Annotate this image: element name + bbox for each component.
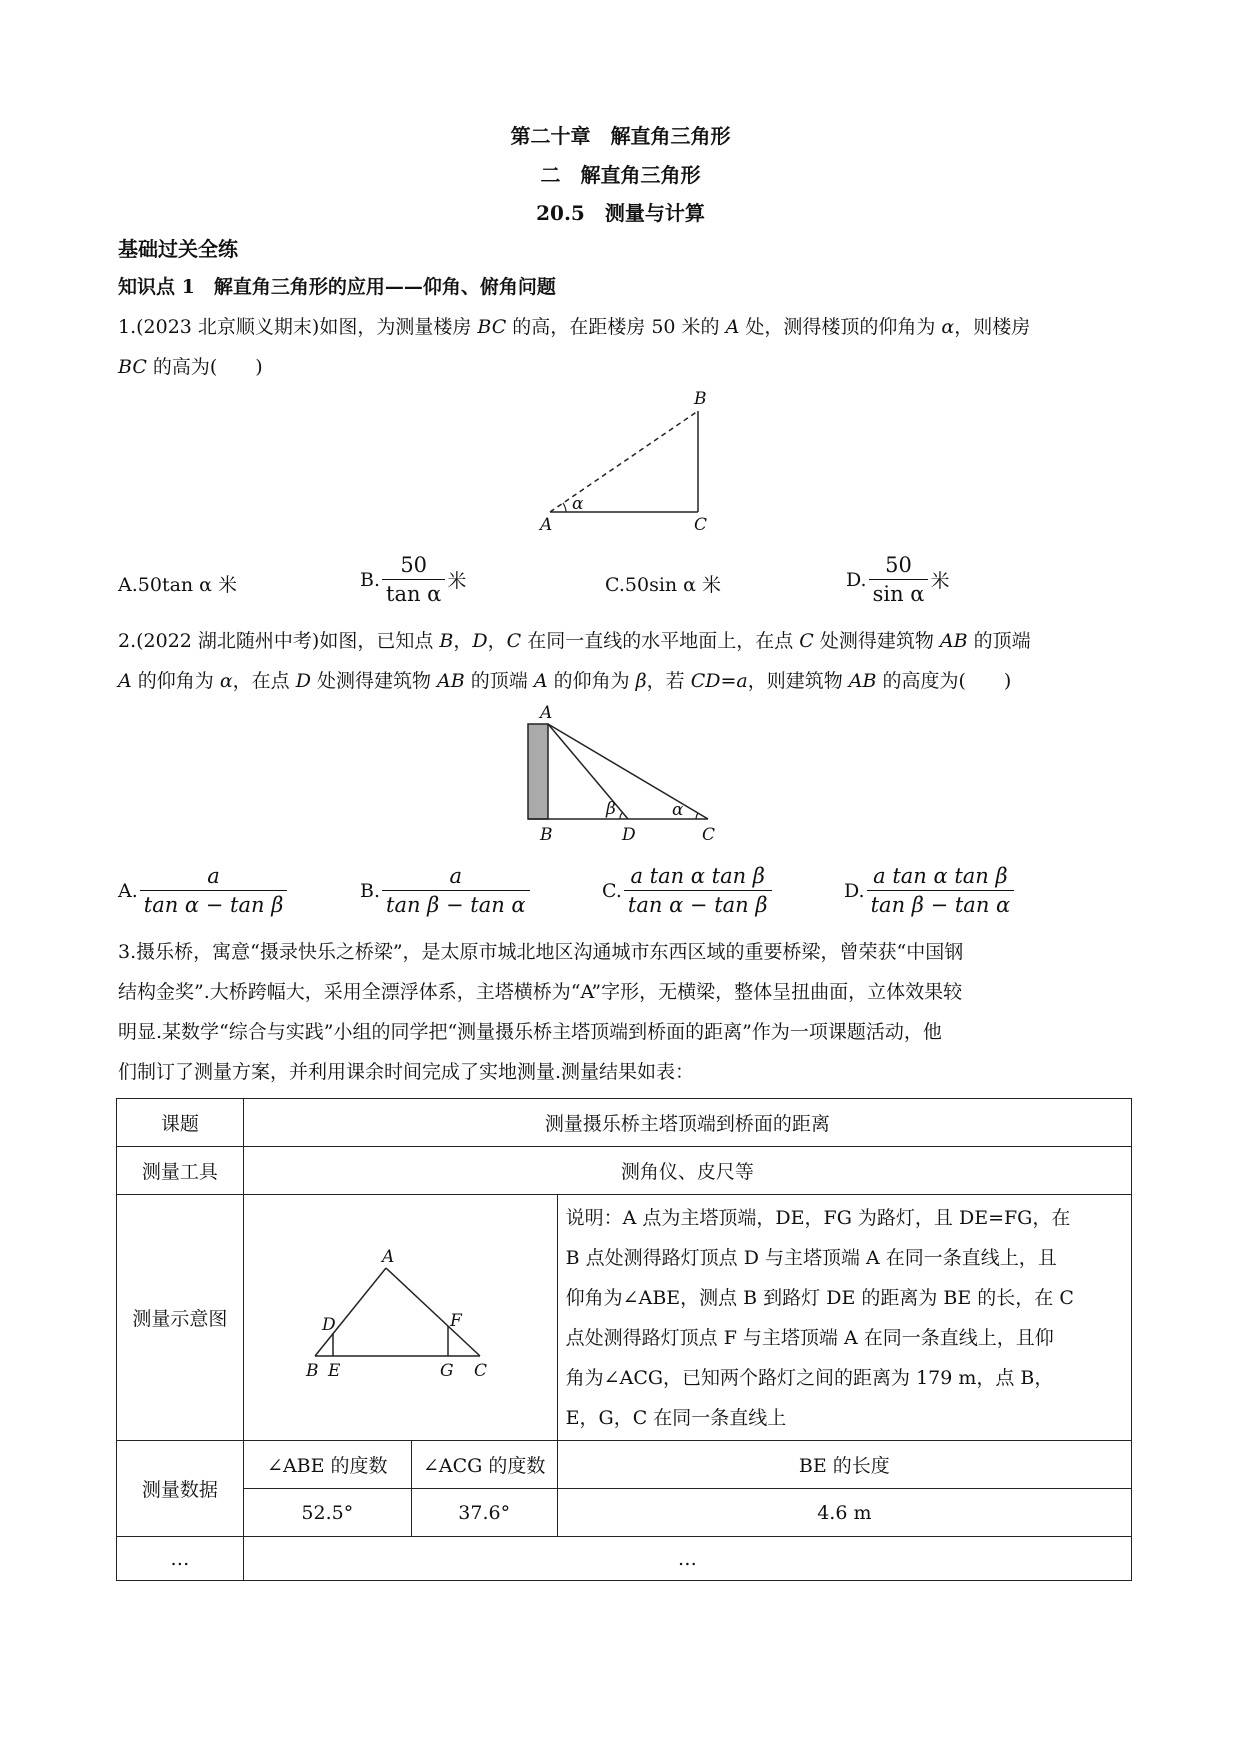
bridge-label-a: A: [382, 1247, 395, 1267]
q2-text: ，则建筑物: [747, 670, 849, 692]
q1-option-b-fraction: [382, 553, 445, 606]
description-line: B 点处测得路灯顶点 D 与主塔顶端 A 在同一条直线上，且: [565, 1246, 1057, 1269]
table-row: [117, 1195, 1132, 1441]
fraction-numerator: a tan α tan β: [867, 864, 1015, 891]
q1-text: ，则楼房: [954, 316, 1031, 338]
tools-value: 测角仪、皮尺等: [243, 1147, 1131, 1195]
q2-label-alpha: α: [672, 800, 684, 820]
q1-text: 处，测得楼顶的仰角为: [739, 316, 942, 338]
description-line: 角为∠ACG，已知两个路灯之间的距离为 179 m，点 B，: [565, 1366, 1054, 1389]
fraction-numerator: a: [382, 864, 530, 891]
practice-title: 基础过关全练: [118, 237, 238, 261]
q2-text: ，在点: [232, 670, 296, 692]
q2-building: [528, 724, 548, 819]
q2-label-beta: β: [606, 799, 616, 819]
q2-line-2: [118, 670, 1011, 693]
q1-text: BC: [477, 316, 507, 338]
fraction-denominator: tan α − tan β: [627, 893, 768, 917]
q2-text: 的高度为( ): [876, 670, 1012, 692]
bridge-figure: [300, 1248, 500, 1388]
q1-option-d: [846, 553, 950, 606]
ellipsis-value: …: [243, 1537, 1131, 1581]
fraction-numerator: a: [140, 864, 288, 891]
q1-label-alpha: α: [572, 494, 584, 514]
table-row: [117, 1099, 1132, 1147]
q1-text: A: [725, 316, 740, 338]
q2-sight-line-d: [548, 724, 628, 819]
q1-angle-arc: [563, 503, 566, 512]
q2-option-a: [118, 864, 289, 917]
q2-option-d-fraction: [867, 864, 1015, 917]
option-letter: D.: [846, 568, 867, 591]
fraction-denominator: tan β − tan α: [870, 893, 1011, 917]
table-row: [117, 1489, 1132, 1537]
q1-text: 的高为( ): [146, 356, 263, 378]
row-label-tools: 测量工具: [117, 1147, 244, 1195]
q2-text: AB: [939, 630, 968, 652]
fraction-denominator: sin α: [872, 582, 925, 606]
value-be: 4.6 m: [557, 1489, 1131, 1537]
value-acg: 37.6°: [411, 1489, 557, 1537]
value-abe: 52.5°: [243, 1489, 411, 1537]
bridge-label-c: C: [474, 1360, 488, 1381]
option-unit: 米: [930, 570, 950, 592]
q2-text: 处测得建筑物: [813, 630, 940, 652]
bridge-label-d: D: [322, 1314, 336, 1335]
q2-text: ，: [453, 630, 473, 652]
table-row: [117, 1537, 1132, 1581]
q1-text: 1.(2023 北京顺义期末)如图，为测量楼房: [118, 316, 478, 338]
q2-line-1: [118, 630, 1031, 653]
q2-text: D: [295, 670, 311, 692]
fraction-denominator: tan α − tan β: [143, 893, 284, 917]
fraction-numerator: 50: [869, 553, 929, 580]
description-line: 仰角为∠ABE，测点 B 到路灯 DE 的距离为 BE 的长，在 C: [565, 1286, 1074, 1309]
measurement-table: [116, 1098, 1132, 1581]
q2-text: AB: [848, 670, 877, 692]
fraction-denominator: tan β − tan α: [386, 893, 526, 917]
q2-label-b: B: [540, 825, 553, 845]
q1-line-2: [118, 356, 263, 379]
fraction-numerator: 50: [382, 553, 445, 580]
q2-text: C: [506, 630, 522, 652]
q2-text: β: [635, 670, 647, 692]
row-label-topic: 课题: [117, 1099, 244, 1147]
fraction-denominator: tan α: [386, 582, 442, 606]
q1-option-c: C.50sin α 米: [605, 574, 722, 596]
option-unit: 米: [447, 570, 467, 592]
option-letter: D.: [844, 879, 865, 902]
table-row: [117, 1441, 1132, 1489]
bridge-label-f: F: [450, 1310, 463, 1331]
q2-text: 在同一直线的水平地面上，在点: [521, 630, 800, 652]
q1-label-a: A: [540, 515, 553, 535]
fraction-numerator: a tan α tan β: [624, 864, 772, 891]
q2-text: 2.(2022 湖北随州中考)如图，已知点: [118, 630, 440, 652]
q2-text: 的顶端: [464, 670, 534, 692]
q1-line-1: [118, 316, 1030, 339]
q2-angle-arc-alpha: [696, 813, 698, 819]
q2-option-d: [844, 864, 1016, 917]
option-letter: C.: [602, 879, 622, 902]
bridge-sight-line-b: [315, 1268, 386, 1356]
option-letter: B.: [360, 879, 381, 902]
q2-option-c-fraction: [624, 864, 772, 917]
option-letter: B.: [360, 568, 381, 591]
q2-text: α: [219, 670, 233, 692]
column-header-be: BE 的长度: [557, 1441, 1131, 1489]
q2-figure: [520, 700, 730, 845]
diagram-cell: [243, 1195, 557, 1441]
row-label-ellipsis: …: [117, 1537, 244, 1581]
q1-text: 的高，在距楼房 50 米的: [506, 316, 726, 338]
q3-line-3: 明显.某数学“综合与实践”小组的同学把“测量摄乐桥主塔顶端到桥面的距离”作为一项课题活动，他: [118, 1021, 942, 1043]
q3-line-4: 们制订了测量方案，并利用课余时间完成了实地测量.测量结果如表：: [118, 1061, 695, 1083]
q2-text: A: [118, 670, 132, 692]
lesson-title: 20.5 测量与计算: [536, 201, 705, 225]
q2-text: 处测得建筑物: [310, 670, 438, 692]
q1-option-d-fraction: [869, 553, 929, 606]
description-line: 说明：A 点为主塔顶端，DE，FG 为路灯，且 DE=FG，在: [565, 1206, 1071, 1229]
row-label-diagram: 测量示意图: [117, 1195, 244, 1441]
q2-angle-arc-beta: [620, 812, 623, 819]
q3-line-2: 结构金奖”.大桥跨幅大，采用全漂浮体系，主塔横桥为“A”字形，无横梁，整体呈扭曲面，立体效果较: [118, 981, 963, 1003]
q2-label-d: D: [622, 825, 636, 845]
q2-text: CD=a: [690, 670, 748, 692]
q2-option-b-fraction: [382, 864, 530, 917]
knowledge-point-heading: 知识点 1 解直角三角形的应用——仰角、俯角问题: [118, 276, 556, 298]
q2-text: D: [472, 630, 488, 652]
q2-option-b: [360, 864, 532, 917]
bridge-label-e: E: [328, 1360, 341, 1381]
q2-label-a: A: [540, 703, 553, 723]
bridge-label-g: G: [440, 1360, 454, 1381]
q2-text: ，若: [646, 670, 691, 692]
description-line: E，G，C 在同一条直线上: [565, 1406, 787, 1429]
column-header-abe: ∠ABE 的度数: [243, 1441, 411, 1489]
q2-sight-line-c: [548, 724, 708, 819]
q2-text: 的顶端: [967, 630, 1031, 652]
q1-text: α: [941, 316, 955, 338]
topic-value: 测量摄乐桥主塔顶端到桥面的距离: [243, 1099, 1131, 1147]
q1-option-b: [360, 553, 466, 606]
q2-option-a-fraction: [140, 864, 288, 917]
q2-text: 的仰角为: [131, 670, 220, 692]
chapter-title: 第二十章 解直角三角形: [510, 124, 731, 148]
q2-option-c: [602, 864, 774, 917]
q1-text: BC: [118, 356, 147, 378]
q1-option-a: A.50tan α 米: [118, 574, 238, 596]
table-row: [117, 1147, 1132, 1195]
q1-label-b: B: [694, 389, 707, 409]
q2-text: A: [533, 670, 548, 692]
option-letter: A.: [118, 879, 138, 902]
q2-text: AB: [437, 670, 465, 692]
row-label-data: 测量数据: [117, 1441, 244, 1537]
q2-text: C: [799, 630, 814, 652]
q2-label-c: C: [702, 825, 716, 845]
q2-text: 的仰角为: [547, 670, 636, 692]
q2-text: B: [439, 630, 454, 652]
bridge-sight-line-c: [386, 1268, 480, 1356]
description-line: 点处测得路灯顶点 F 与主塔顶端 A 在同一条直线上，且仰: [565, 1326, 1054, 1349]
q1-figure: [520, 385, 720, 535]
bridge-label-b: B: [306, 1360, 319, 1381]
column-header-acg: ∠ACG 的度数: [411, 1441, 557, 1489]
diagram-description: [557, 1195, 1131, 1441]
q3-line-1: 3.摄乐桥，寓意“摄录快乐之桥梁”，是太原市城北地区沟通城市东西区域的重要桥梁，曾荣获“中国钢: [118, 941, 964, 963]
section-title: 二 解直角三角形: [540, 163, 701, 187]
q1-label-c: C: [694, 515, 708, 535]
q2-text: ，: [487, 630, 507, 652]
